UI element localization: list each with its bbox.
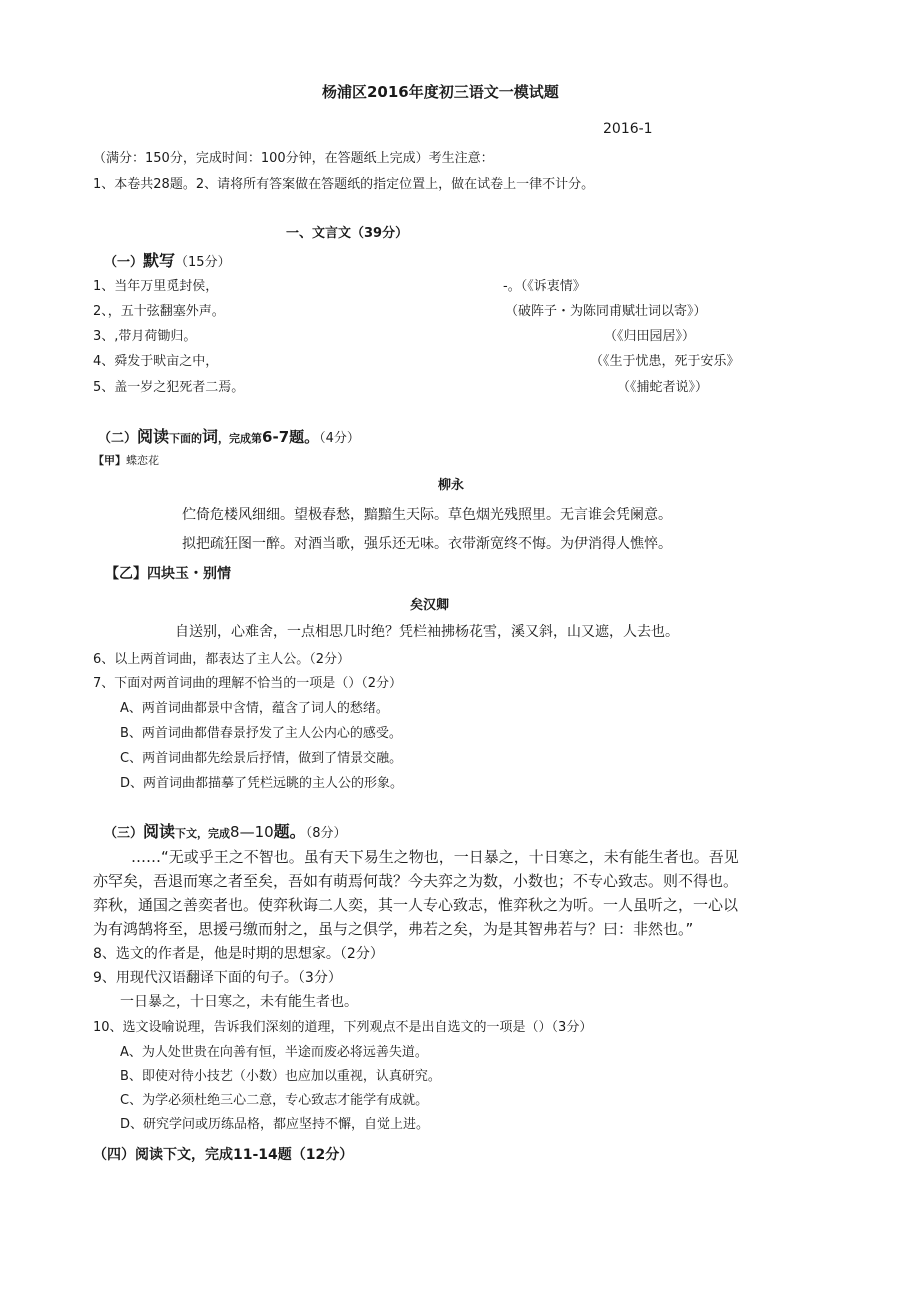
part1-title-keyword: 默写 <box>143 251 176 270</box>
dictation-source-3: （《归田园居》） <box>604 329 696 344</box>
dictation-question-4: 4、舜发于畎亩之中， <box>93 354 219 369</box>
page-title: 杨浦区2016年度初三语文一模试题 <box>322 83 559 101</box>
question-6: 6、以上两首词曲，都表达了主人公。（2分） <box>93 652 351 667</box>
part3-title-prefix: （三） <box>104 826 144 841</box>
exam-date: 2016-1 <box>603 121 653 137</box>
question-10: 10、选文设喻说理，告诉我们深刻的道理，下列观点不是出自选文的一项是（）（3分） <box>93 1020 593 1035</box>
question-7: 7、下面对两首词曲的理解不恰当的一项是（）（2分） <box>93 676 403 691</box>
part4-title: （四）阅读下文，完成11-14题（12分） <box>93 1147 354 1163</box>
dictation-source-4: （《生于忧患，死于安乐》 <box>590 354 740 369</box>
dictation-question-3: 3、,带月荷锄归。 <box>93 329 197 344</box>
part1-title-prefix: （一） <box>104 255 144 270</box>
question-8: 8、选文的作者是，他是时期的思想家。（2分） <box>93 946 384 962</box>
part3-title <box>104 819 346 842</box>
part1-title-suffix: （15分） <box>175 255 231 270</box>
part2-title-range: 6-7题。 <box>262 428 320 446</box>
part3-title-ti: 题。 <box>273 822 306 841</box>
poem-jia-title: 蝶恋花 <box>126 454 159 467</box>
part3-title-text: 下文，完成 <box>175 827 231 840</box>
part2-title-score: （4分） <box>319 431 360 446</box>
passage-line-3: 弈秋，通国之善奕者也。使弈秋诲二人奕，其一人专心致志，惟弈秋之为听。一人虽听之，一心以 <box>93 896 739 914</box>
dictation-source-2: （破阵子・为陈同甫赋壮词以寄》） <box>505 304 707 319</box>
part2-title-text: 下面的 <box>169 432 203 445</box>
question-7-option-d: D、两首词曲都描摹了凭栏远眺的主人公的形象。 <box>120 776 404 791</box>
exam-notice: （满分：150分，完成时间：100分钟，在答题纸上完成）考生注意： <box>93 151 494 166</box>
poem-jia-line-1: 伫倚危楼风细细。望极春愁，黯黯生天际。草色烟光残照里。无言谁会凭阑意。 <box>182 507 672 523</box>
part3-title-score: （8分） <box>305 826 347 841</box>
question-9-sentence: 一日暴之，十日寒之，未有能生者也。 <box>120 994 358 1010</box>
dictation-question-2: 2、，五十弦翻塞外声。 <box>93 304 225 319</box>
part1-title <box>104 248 231 271</box>
passage-line-4: 为有鸿鹄将至，思援弓缴而射之，虽与之俱学，弗若之矣，为是其智弗若与？曰：非然也。” <box>93 920 694 938</box>
part2-title <box>98 424 360 447</box>
question-7-option-b: B、两首词曲都借春景抒发了主人公内心的感受。 <box>120 726 402 741</box>
section-title: 一、文言文（39分） <box>286 226 409 241</box>
question-10-option-a: A、为人处世贵在向善有恒，半途而废必将远善失道。 <box>120 1045 428 1060</box>
poem-jia-author: 柳永 <box>438 478 465 493</box>
part2-title-ci: 词 <box>202 427 219 446</box>
dictation-question-1: 1、当年万里觅封侯， <box>93 279 219 294</box>
part3-title-keyword: 阅读 <box>143 822 176 841</box>
poem-jia-header <box>93 452 159 468</box>
question-9: 9、用现代汉语翻译下面的句子。（3分） <box>93 970 342 986</box>
part2-title-prefix: （二） <box>98 431 138 446</box>
poem-yi-line: 自送别，心难舍，一点相思几时绝？凭栏袖拂杨花雪，溪又斜，山又遮，人去也。 <box>175 624 679 640</box>
dictation-question-5: 5、盖一岁之犯死者二焉。 <box>93 380 245 395</box>
passage-line-1: ……“无或乎王之不智也。虽有天下易生之物也，一日暴之，十日寒之，未有能生者也。吾见 <box>131 848 739 866</box>
part2-title-keyword: 阅读 <box>137 427 170 446</box>
poem-yi-label: 【乙】四块玉・别情 <box>105 566 231 582</box>
question-10-option-b: B、即使对待小技艺（小数）也应加以重视，认真研究。 <box>120 1069 441 1084</box>
dictation-source-1: -。（《诉衷情》 <box>503 279 586 294</box>
question-7-option-a: A、两首词曲都景中含情，蕴含了词人的愁绪。 <box>120 701 389 716</box>
part3-title-range: 8—10 <box>230 823 274 841</box>
passage-line-2: 亦罕矣，吾退而寒之者至矣，吾如有萌焉何哉？今夫弈之为数，小数也；不专心致志。则不得也。 <box>93 872 739 890</box>
dictation-source-5: （《捕蛇者说》） <box>617 380 709 395</box>
poem-jia-label: 【甲】 <box>93 454 126 467</box>
poem-jia-line-2: 拟把疏狂图一醉。对酒当歌，强乐还无味。衣带渐宽终不悔。为伊消得人憔悴。 <box>182 536 672 552</box>
question-10-option-c: C、为学必须杜绝三心二意，专心致志才能学有成就。 <box>120 1093 429 1108</box>
part2-title-text2: ，完成第 <box>218 432 263 445</box>
question-7-option-c: C、两首词曲都先绘景后抒情，做到了情景交融。 <box>120 751 403 766</box>
question-10-option-d: D、研究学问或历练品格，都应坚持不懈，自觉上进。 <box>120 1117 430 1132</box>
exam-instructions: 1、本卷共28题。2、请将所有答案做在答题纸的指定位置上，做在试卷上一律不计分。 <box>93 177 595 192</box>
poem-yi-author: 矣汉卿 <box>410 598 450 613</box>
